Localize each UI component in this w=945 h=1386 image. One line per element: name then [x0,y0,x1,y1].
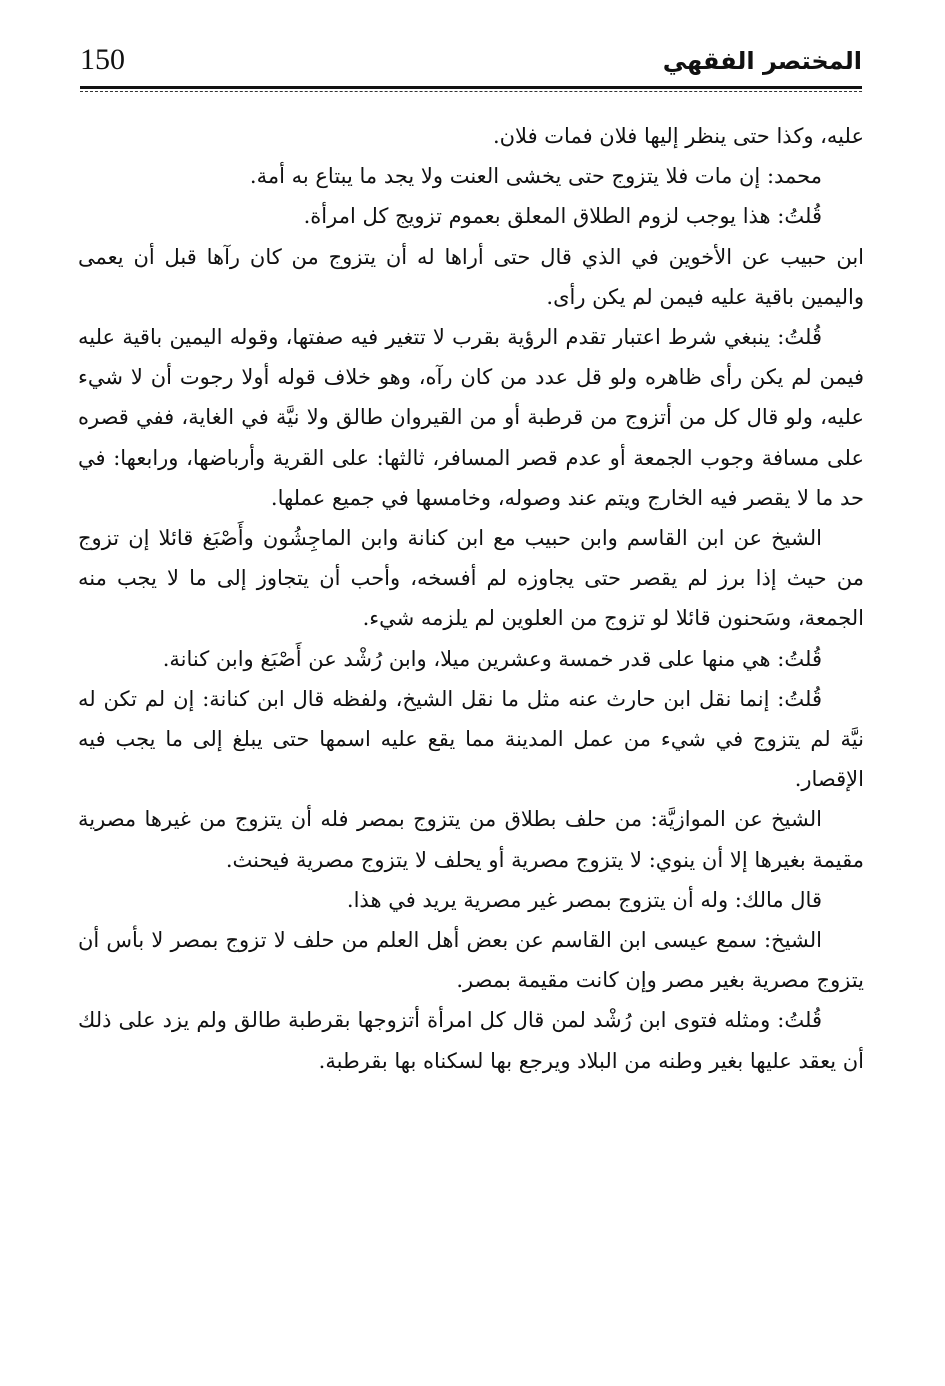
header-divider-dashed [80,91,862,92]
paragraph: قُلتُ: ومثله فتوى ابن رُشْد لمن قال كل امرأة أتزوجها بقرطبة طالق ولم يزد على ذلك أن يعقد عليها بغير وطنه من البلاد ويرجع بها لسكناه بها بقرطبة. [78,1008,864,1073]
paragraph: قُلتُ: ينبغي شرط اعتبار تقدم الرؤية بقرب لا تتغير فيه صفتها، وقوله اليمين باقية عليه فيمن لم يكن رأى ظاهره ولو قل عدد من كان رآه، وهو خلاف قوله أولا رجوت أن لا شيء عليه، ولو قال كل من أتزوج من قرطبة أو من القيروان طالق ولا نيَّة في الغاية، ففي قصره على مسافة وجوب الجمعة أو عدم قصر المسافر، ثالثها: على القرية وأرباضها، ورابعها: في حد ما لا يقصر فيه الخارج ويتم عند وصوله، وخامسها في جميع عملها. [78,325,864,510]
book-title: المختصر الفقهي [662,47,862,75]
header-divider [80,86,862,89]
paragraph: الشيخ عن ابن القاسم وابن حبيب مع ابن كنانة وابن الماجِشُون وأَصْبَغ قائلا إن تزوج من حيث إذا برز لم يقصر حتى يجاوزه لم أفسخه، وأحب أن يتجاوز إلى ما لا يجب منه الجمعة، وسَحنون قائلا لو تزوج من العلوين لم يلزمه شيء. [78,526,864,631]
paragraph: قُلتُ: إنما نقل ابن حارث عنه مثل ما نقل الشيخ، ولفظه قال ابن كنانة: إن لم تكن له نيَّة لم يتزوج في شيء من عمل المدينة مما يقع عليه اسمها حتى يبلغ إلى ما يجب فيه الإقصار. [78,686,864,792]
paragraph: ابن حبيب عن الأخوين في الذي قال حتى أراها له أن يتزوج من كان رآها قبل أن يعمى واليمين باقية عليه فيمن لم يكن رأى. [78,244,864,309]
paragraph: عليه، وكذا حتى ينظر إليها فلان فمات فلان. [492,124,864,148]
paragraph: الشيخ: سمع عيسى ابن القاسم عن بعض أهل العلم من حلف لا تزوج بمصر لا بأس أن يتزوج مصرية بغير مصر وإن كانت مقيمة بمصر. [78,928,864,993]
paragraph: قُلتُ: هذا يوجب لزوم الطلاق المعلق بعموم تزويج كل امرأة. [303,204,822,229]
paragraph: محمد: إن مات فلا يتزوج حتى يخشى العنت ولا يجد ما يبتاع به أمة. [249,164,822,189]
body-text [78,116,864,1081]
paragraph: قُلتُ: هي منها على قدر خمسة وعشرين ميلا، وابن رُشْد عن أَصْبَغ وابن كنانة. [162,646,822,671]
paragraph: قال مالك: وله أن يتزوج بمصر غير مصرية يريد في هذا. [346,887,822,912]
paragraph: الشيخ عن الموازيَّة: من حلف بطلاق من يتزوج بمصر فله أن يتزوج من غيرها مصرية مقيمة بغيرها إلا أن ينوي: لا يتزوج مصرية أو يحلف لا يتزوج مصرية فيحنث. [78,807,864,872]
page-header [80,40,862,84]
page-number: 150 [80,43,125,76]
